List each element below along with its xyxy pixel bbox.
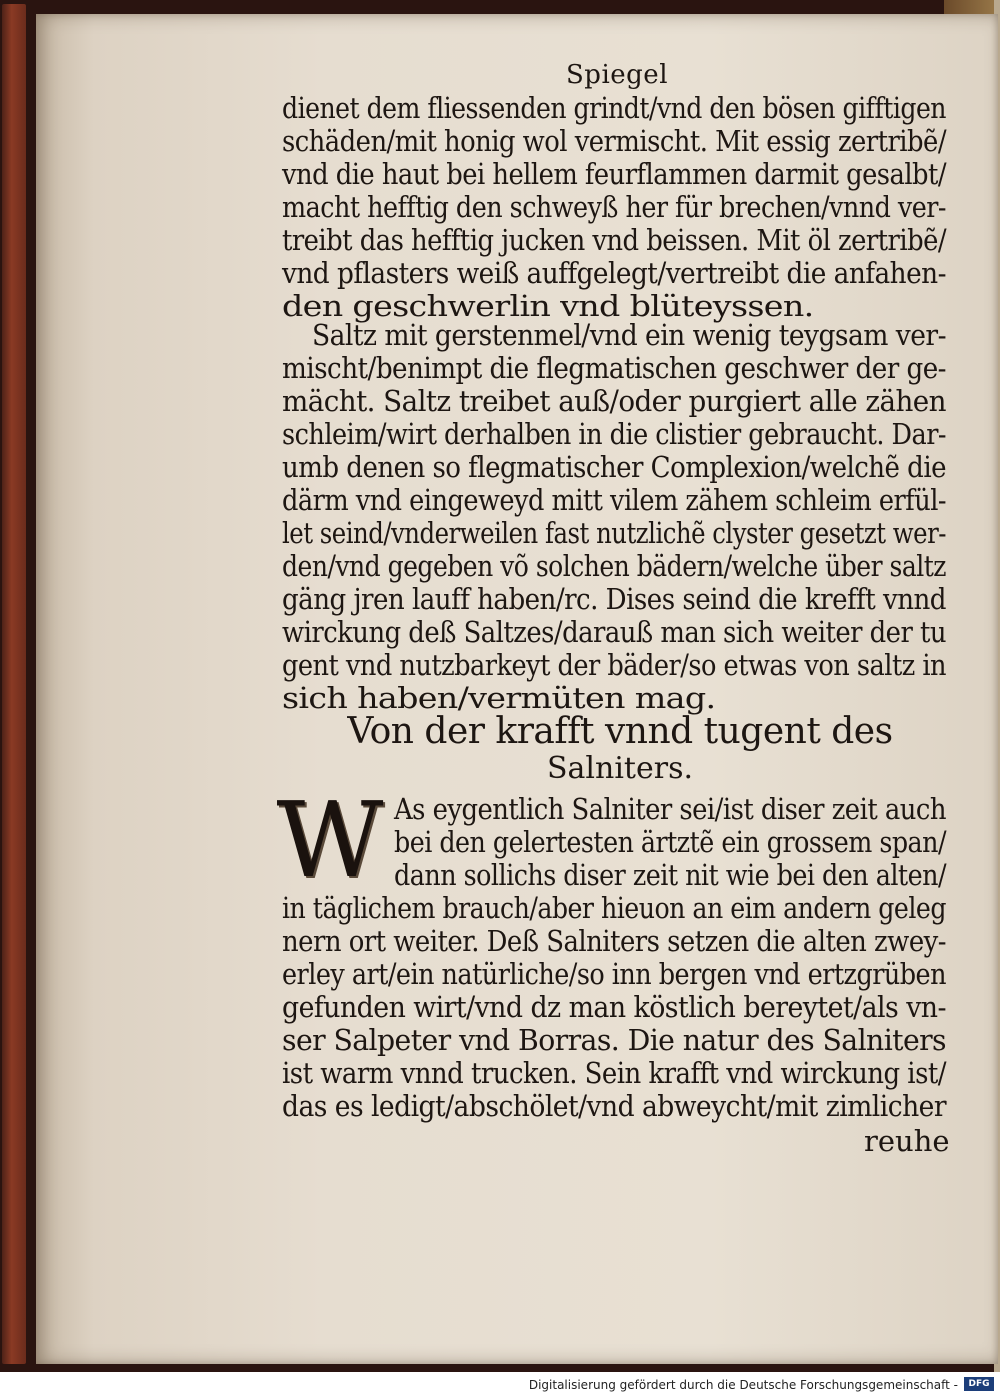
text-line: därm vnd eingeweyd mitt vilem zähem schleim erfül- [282, 483, 946, 517]
text-line: macht hefftig den schweyß her für brechen/vnnd ver- [282, 190, 946, 224]
text-line: schleim/wirt derhalben in die clistier gebraucht. Dar- [282, 417, 946, 451]
book-cover-edge [2, 4, 26, 1364]
section-heading-subtitle: Salniters. [546, 751, 694, 786]
text-line: gäng jren lauff haben/rc. Dises seind die krefft vnnd [282, 582, 946, 616]
text-line: erley art/ein natürliche/so inn bergen vnd ertzgrüben [282, 957, 946, 991]
text-line: dienet dem fliessenden grindt/vnd den bösen gifftigen [282, 91, 946, 125]
page-corner [944, 0, 1000, 14]
text-line: mischt/benimpt die flegmatischen geschwer der ge- [282, 351, 946, 385]
text-line: vnd die haut bei hellem feurflammen darmit gesalbt/ [282, 157, 946, 191]
text-line: As eygentlich Salniter sei/ist diser zeit auch [394, 792, 946, 826]
text-line: sich haben/vermüten mag. [282, 681, 716, 715]
funding-credit: Digitalisierung gefördert durch die Deutsche Forschungsgemeinschaft - [528, 1378, 958, 1392]
text-line: vnd pflasters weiß auffgelegt/vertreibt die anfahen- [282, 256, 946, 290]
text-line: schäden/mit honig wol vermischt. Mit essig zertribẽ/ [282, 124, 946, 158]
text-line: nern ort weiter. Deß Salniters setzen die alten zwey- [282, 924, 946, 958]
text-line: gefunden wirt/vnd dz man köstlich bereytet/als vn- [282, 990, 946, 1024]
text-line: das es ledigt/abschölet/vnd abweycht/mit zimlicher [282, 1089, 946, 1123]
text-line: umb denen so flegmatischer Complexion/welchẽ die [282, 450, 946, 484]
text-line: dann sollichs diser zeit nit wie bei den alten/ [394, 858, 946, 892]
text-line: wirckung deß Saltzes/darauß man sich weiter der tu [282, 615, 946, 649]
text-line: gent vnd nutzbarkeyt der bäder/so etwas von saltz in [282, 648, 946, 682]
text-line: Saltz mit gerstenmel/vnd ein wenig teygsam ver- [312, 318, 946, 352]
text-line: bei den gelertesten ärtztẽ ein grossem span/ [394, 825, 946, 859]
text-line: let seind/vnderweilen fast nutzlichẽ clyster gesetzt wer- [282, 516, 946, 550]
text-line: den/vnd gegeben võ solchen bädern/welche über saltz [282, 549, 946, 583]
text-line: ist warm vnnd trucken. Sein krafft vnd wirckung ist/ [282, 1056, 946, 1090]
text-line: den geschwerlin vnd blüteyssen. [282, 289, 814, 323]
text-line: in täglichem brauch/aber hieuon an eim andern geleg [282, 891, 946, 925]
text-line: mächt. Saltz treibet auß/oder purgiert alle zähen [282, 384, 946, 418]
decorated-initial: W [276, 779, 384, 901]
text-line: ser Salpeter vnd Borras. Die natur des Salniters [282, 1023, 946, 1057]
text-line: treibt das hefftig jucken vnd beissen. Mit öl zertribẽ/ [282, 223, 946, 257]
running-head: Spiegel [566, 60, 669, 90]
catchword: reuhe [864, 1124, 950, 1158]
section-heading: Von der krafft vnnd tugent des [347, 711, 893, 752]
footer-bar [0, 1372, 1000, 1396]
dfg-logo: DFG [964, 1377, 994, 1391]
